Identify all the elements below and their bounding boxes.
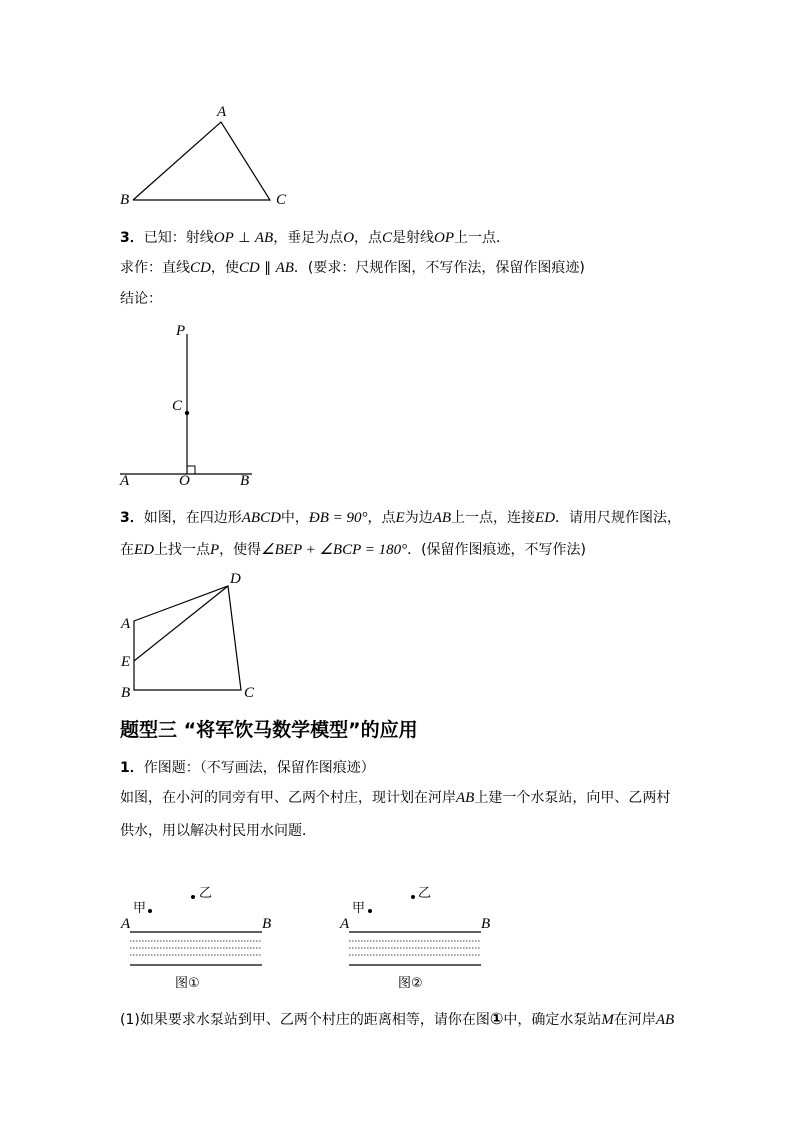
question-1-line3: 供水，用以解决村民用水问题． [120,823,316,839]
point-label-a: A [120,473,130,489]
figure-caption-2: 图② [398,976,423,991]
figure-caption-1: 图① [175,976,200,991]
question-3a-line1: 3．已知：射线OP ⊥ AB，垂足为点O，点C是射线OP上一点． [120,230,511,246]
question-1-line2: 如图，在小河的同旁有甲、乙两个村庄，现计划在河岸AB上建一个水泵站，向甲、乙两村 [120,790,671,806]
question-1-part-1: (1)如果要求水泵站到甲、乙两个村庄的距离相等，请你在图①中，确定水泵站M在河岸AB [120,1009,675,1028]
question-3a-line2: 求作：直线CD，使CD ∥ AB．(要求：尺规作图，不写作法，保留作图痕迹) [120,260,585,276]
question-number: 3． [120,230,144,246]
vertex-label-c: C [276,192,287,208]
vertex-label-b: B [121,685,131,701]
point-label-p: P [176,323,186,339]
bank-label-a: A [121,916,131,932]
vertex-label-e: E [121,654,131,670]
vertex-label-a: A [121,616,131,632]
vertex-label-b: B [120,192,130,208]
village-jia-label: 甲 [133,901,147,916]
point-label-b: B [240,473,250,489]
village-yi-label: 乙 [199,886,213,901]
vertex-label-d: D [230,571,241,587]
vertex-label-a: A [217,104,227,120]
point-label-o: O [179,473,190,489]
bank-label-b: B [262,916,272,932]
point-label-c: C [172,398,183,414]
question-3b-line1: 3．如图，在四边形ABCD中，ÐB = 90°，点E为边AB上一点，连接ED．请用尺规作图法， [120,510,682,526]
vertex-label-c: C [244,685,255,701]
village-jia-label: 甲 [352,901,366,916]
question-number: 1． [120,760,144,776]
section-heading: 题型三 “将军饮马数学模型”的应用 [120,719,418,741]
question-3b-line2: 在ED上找一点P，使得∠BEP + ∠BCP = 180°．(保留作图痕迹，不写作法) [120,542,587,558]
village-yi-label: 乙 [418,886,432,901]
question-1-line1: 1．作图题：（不写画法，保留作图痕迹） [120,760,375,776]
bank-label-a: A [340,916,350,932]
conclusion-label: 结论： [120,291,162,307]
bank-label-b: B [481,916,491,932]
question-number: 3． [120,510,144,526]
